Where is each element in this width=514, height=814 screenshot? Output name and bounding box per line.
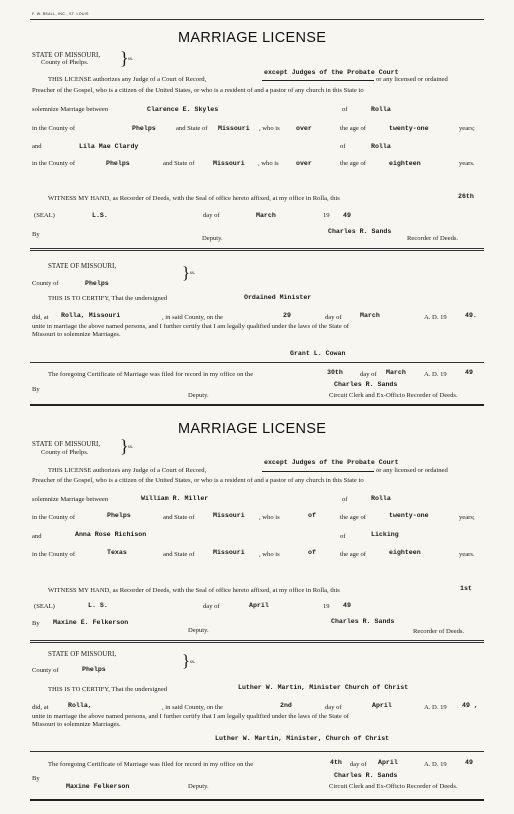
marriage-place: Rolla, bbox=[68, 702, 92, 709]
missouri-text: Missouri to solemnize Marriages. bbox=[32, 331, 121, 338]
bride-name: Anna Rose Richison bbox=[75, 531, 147, 538]
officiant-signature: Grant L. Cowan bbox=[290, 350, 346, 357]
marriage-day: 29 bbox=[283, 312, 291, 319]
license-state: STATE OF MISSOURI, bbox=[32, 51, 101, 59]
section-rule bbox=[30, 362, 484, 363]
witness-text: WITNESS MY HAND, as Recorder of Deeds, with the Seal of office hereto affixed, at my office in Rolla, this bbox=[48, 195, 340, 202]
county-label: in the County of bbox=[32, 514, 76, 521]
of-label: of bbox=[340, 143, 346, 150]
certificate-county-label: County of bbox=[32, 667, 59, 674]
deputy-label: Deputy. bbox=[188, 627, 209, 634]
day-of-label: day of bbox=[325, 314, 342, 321]
section-rule bbox=[30, 640, 484, 641]
exception-text: except Judges of the Probate Court bbox=[264, 459, 399, 466]
certificate-county: Phelps bbox=[85, 280, 109, 287]
age-label: the age of bbox=[340, 160, 366, 167]
groom-age: twenty-one bbox=[389, 512, 429, 519]
marriage-month: April bbox=[372, 702, 392, 709]
age-label: the age of bbox=[340, 125, 366, 132]
recorder-label: Recorder of Deeds. bbox=[413, 628, 465, 635]
filed-year: 49 bbox=[465, 759, 473, 766]
groom-over: over bbox=[296, 125, 312, 132]
marriage-place: Rolla, Missouri bbox=[61, 312, 121, 319]
brace: } bbox=[120, 436, 129, 456]
state-label: and State of bbox=[176, 125, 208, 132]
filed-day: 30th bbox=[327, 369, 343, 376]
filed-day: 4th bbox=[330, 759, 342, 766]
license-intro: THIS LICENSE authorizes any Judge of a Court of Record, bbox=[48, 467, 207, 474]
filed-month: April bbox=[378, 759, 398, 766]
by-label: By bbox=[32, 386, 40, 393]
license-year: 49 bbox=[343, 602, 351, 609]
of-label: of bbox=[342, 106, 348, 113]
officiant: Ordained Minister bbox=[244, 294, 312, 301]
bride-age: eighteen bbox=[389, 160, 421, 167]
certify-text: THIS IS TO CERTIFY, That the undersigned bbox=[48, 686, 168, 693]
bottom-rule bbox=[30, 799, 484, 801]
filed-clerk: Charles R. Sands bbox=[334, 381, 398, 388]
who-is-label: , who is bbox=[259, 514, 280, 521]
certificate-state: STATE OF MISSOURI, bbox=[48, 262, 117, 270]
filed-clerk: Charles R. Sands bbox=[334, 772, 398, 779]
marriage-year: 49. bbox=[465, 312, 477, 319]
section-rule bbox=[30, 248, 484, 249]
years-label: years. bbox=[459, 551, 475, 558]
recorder-name: Charles R. Sands bbox=[328, 228, 392, 235]
solemnize-label: solemnize Marriage between bbox=[32, 106, 109, 113]
ss-mark: ss. bbox=[128, 445, 134, 450]
license-month: March bbox=[256, 212, 276, 219]
witness-day: 1st bbox=[460, 585, 472, 592]
seal-label: (SEAL) bbox=[34, 212, 55, 219]
seal-mark: L. S. bbox=[88, 602, 108, 609]
ad-label: A. D. 19 bbox=[424, 314, 447, 321]
certify-text: THIS IS TO CERTIFY, That the undersigned bbox=[48, 295, 168, 302]
age-label: the age of bbox=[340, 551, 366, 558]
filed-year: 49 bbox=[465, 369, 473, 376]
day-of-label: day of bbox=[325, 704, 342, 711]
filed-month: March bbox=[386, 369, 406, 376]
bride-county: Texas bbox=[107, 549, 127, 556]
years-label: years; bbox=[459, 514, 475, 521]
groom-over: of bbox=[308, 512, 316, 519]
filed-day-of: day of bbox=[350, 761, 367, 768]
ad-label: A. D. 19 bbox=[424, 761, 447, 768]
license-county: County of Phelps. bbox=[41, 449, 89, 456]
marriage-year: 49 , bbox=[462, 702, 478, 709]
certificate-county-label: County of bbox=[32, 280, 59, 287]
license-intro: THIS LICENSE authorizes any Judge of a Court of Record, bbox=[48, 76, 207, 83]
day-of-label: day of bbox=[203, 603, 220, 610]
strikethrough bbox=[262, 471, 374, 472]
exception-text: except Judges of the Probate Court bbox=[264, 69, 399, 76]
circuit-label: Circuit Clerk and Ex-Officio Recorder of Deeds. bbox=[329, 783, 458, 790]
solemnize-label: solemnize Marriage between bbox=[32, 496, 109, 503]
who-is-label: , who is bbox=[259, 551, 280, 558]
who-is-label: , who is bbox=[258, 160, 279, 167]
groom-name: William R. Miller bbox=[141, 495, 209, 502]
bride-state: Missouri bbox=[213, 549, 245, 556]
bride-over: over bbox=[296, 160, 312, 167]
groom-name: Clarence E. Skyles bbox=[147, 106, 219, 113]
year-prefix: 19 bbox=[323, 603, 330, 610]
license-gospel-line: Preacher of the Gospel, who is a citizen of the United States, or who is a resident of and a pastor of any church in this State to bbox=[32, 477, 364, 484]
license-title: MARRIAGE LICENSE bbox=[178, 30, 327, 46]
ss-mark: ss. bbox=[190, 271, 196, 276]
bride-over: of bbox=[308, 549, 316, 556]
section-rule bbox=[30, 751, 484, 752]
state-label: and State of bbox=[163, 160, 195, 167]
in-said-county: , in said County, on the bbox=[162, 314, 223, 321]
by-label: By bbox=[32, 231, 40, 238]
state-label: and State of bbox=[163, 551, 195, 558]
year-prefix: 19 bbox=[323, 212, 330, 219]
license-title: MARRIAGE LICENSE bbox=[178, 421, 327, 437]
in-said-county: , in said County, on the bbox=[162, 704, 223, 711]
seal-label: (SEAL) bbox=[34, 603, 55, 610]
witness-text: WITNESS MY HAND, as Recorder of Deeds, with the Seal of office hereto affixed, at my office in Rolla, this bbox=[48, 587, 340, 594]
groom-city: Rolla bbox=[371, 106, 391, 113]
of-label: of bbox=[342, 496, 348, 503]
deputy-label: Deputy. bbox=[188, 392, 209, 399]
license-licensed-tail: or any licensed or ordained bbox=[376, 76, 448, 83]
by-label: By bbox=[32, 620, 40, 627]
county-label: in the County of bbox=[32, 125, 76, 132]
officiant-signature: Luther W. Martin, Minister, Church of Christ bbox=[215, 735, 390, 742]
and-label: and bbox=[32, 533, 42, 540]
license-gospel-line: Preacher of the Gospel, who is a citizen of the United States, or who is a resident of and a pastor of any church in this State to bbox=[32, 87, 364, 94]
of-label: of bbox=[340, 533, 346, 540]
section-rule bbox=[30, 250, 484, 251]
license-month: April bbox=[249, 602, 269, 609]
bride-city: Licking bbox=[371, 531, 399, 538]
unite-text: unite in marriage the above named persons, and I further certify that I am legally qualified under the laws of the State of bbox=[32, 323, 349, 330]
recorder-name: Charles R. Sands bbox=[331, 618, 395, 625]
ad-label: A. D. 19 bbox=[424, 371, 447, 378]
who-is-label: , who is bbox=[259, 125, 280, 132]
license-county: County of Phelps. bbox=[41, 59, 89, 66]
years-label: years. bbox=[459, 160, 475, 167]
groom-county: Phelps bbox=[132, 125, 156, 132]
license-year: 49 bbox=[343, 212, 351, 219]
and-label: and bbox=[32, 143, 42, 150]
section-rule bbox=[30, 642, 484, 643]
circuit-label: Circuit Clerk and Ex-Officio Recorder of Deeds. bbox=[329, 392, 458, 399]
license-state: STATE OF MISSOURI, bbox=[32, 440, 101, 448]
brace: } bbox=[182, 263, 191, 282]
groom-city: Rolla bbox=[371, 495, 391, 502]
state-label: and State of bbox=[163, 514, 195, 521]
age-label: the age of bbox=[340, 514, 366, 521]
ss-mark: ss. bbox=[190, 660, 196, 665]
by-label: By bbox=[32, 775, 40, 782]
brace: } bbox=[120, 48, 129, 68]
county-label: in the County of bbox=[32, 551, 76, 558]
bride-state: Missouri bbox=[213, 160, 245, 167]
marriage-month: March bbox=[360, 312, 380, 319]
did-at-label: did, at bbox=[32, 704, 49, 711]
ss-mark: ss. bbox=[128, 57, 134, 62]
record-divider bbox=[30, 404, 484, 406]
county-label: in the County of bbox=[32, 160, 76, 167]
groom-state: Missouri bbox=[213, 512, 245, 519]
missouri-text: Missouri to solemnize Marriages. bbox=[32, 721, 121, 728]
witness-day: 26th bbox=[458, 193, 474, 200]
filed-text: The foregoing Certificate of Marriage was filed for record in my office on the bbox=[48, 371, 254, 378]
strikethrough bbox=[262, 80, 374, 81]
years-label: years; bbox=[459, 125, 475, 132]
ad-label: A. D. 19 bbox=[424, 704, 447, 711]
bride-name: Lila Mae Clardy bbox=[79, 143, 139, 150]
brace: } bbox=[182, 651, 191, 670]
deputy-label: Deputy. bbox=[202, 235, 223, 242]
filed-deputy: Maxine Felkerson bbox=[66, 783, 130, 790]
did-at-label: did, at bbox=[32, 314, 49, 321]
printer-label: F. W. BEALL, INC., ST. LOUIS bbox=[32, 12, 89, 16]
bride-age: eighteen bbox=[389, 549, 421, 556]
seal-mark: L.S. bbox=[92, 212, 108, 219]
certificate-state: STATE OF MISSOURI, bbox=[48, 650, 117, 658]
top-rule bbox=[30, 19, 484, 20]
deputy-label: Deputy. bbox=[188, 783, 209, 790]
bride-city: Rolla bbox=[371, 143, 391, 150]
recorder-label: Recorder of Deeds. bbox=[407, 235, 459, 242]
filed-day-of: day of bbox=[360, 371, 377, 378]
groom-county: Phelps bbox=[107, 512, 131, 519]
unite-text: unite in marriage the above named persons, and I further certify that I am legally qualified under the laws of the State of bbox=[32, 713, 349, 720]
deputy-name: Maxine E. Felkerson bbox=[53, 619, 129, 626]
bride-county: Phelps bbox=[106, 160, 130, 167]
day-of-label: day of bbox=[203, 212, 220, 219]
groom-state: Missouri bbox=[218, 125, 250, 132]
filed-text: The foregoing Certificate of Marriage was filed for record in my office on the bbox=[48, 761, 254, 768]
certificate-county: Phelps bbox=[82, 666, 106, 673]
officiant: Luther W. Martin, Minister Church of Christ bbox=[238, 684, 409, 691]
groom-age: twenty-one bbox=[389, 125, 429, 132]
license-licensed-tail: or any licensed or ordained bbox=[376, 467, 448, 474]
marriage-day: 2nd bbox=[280, 702, 292, 709]
